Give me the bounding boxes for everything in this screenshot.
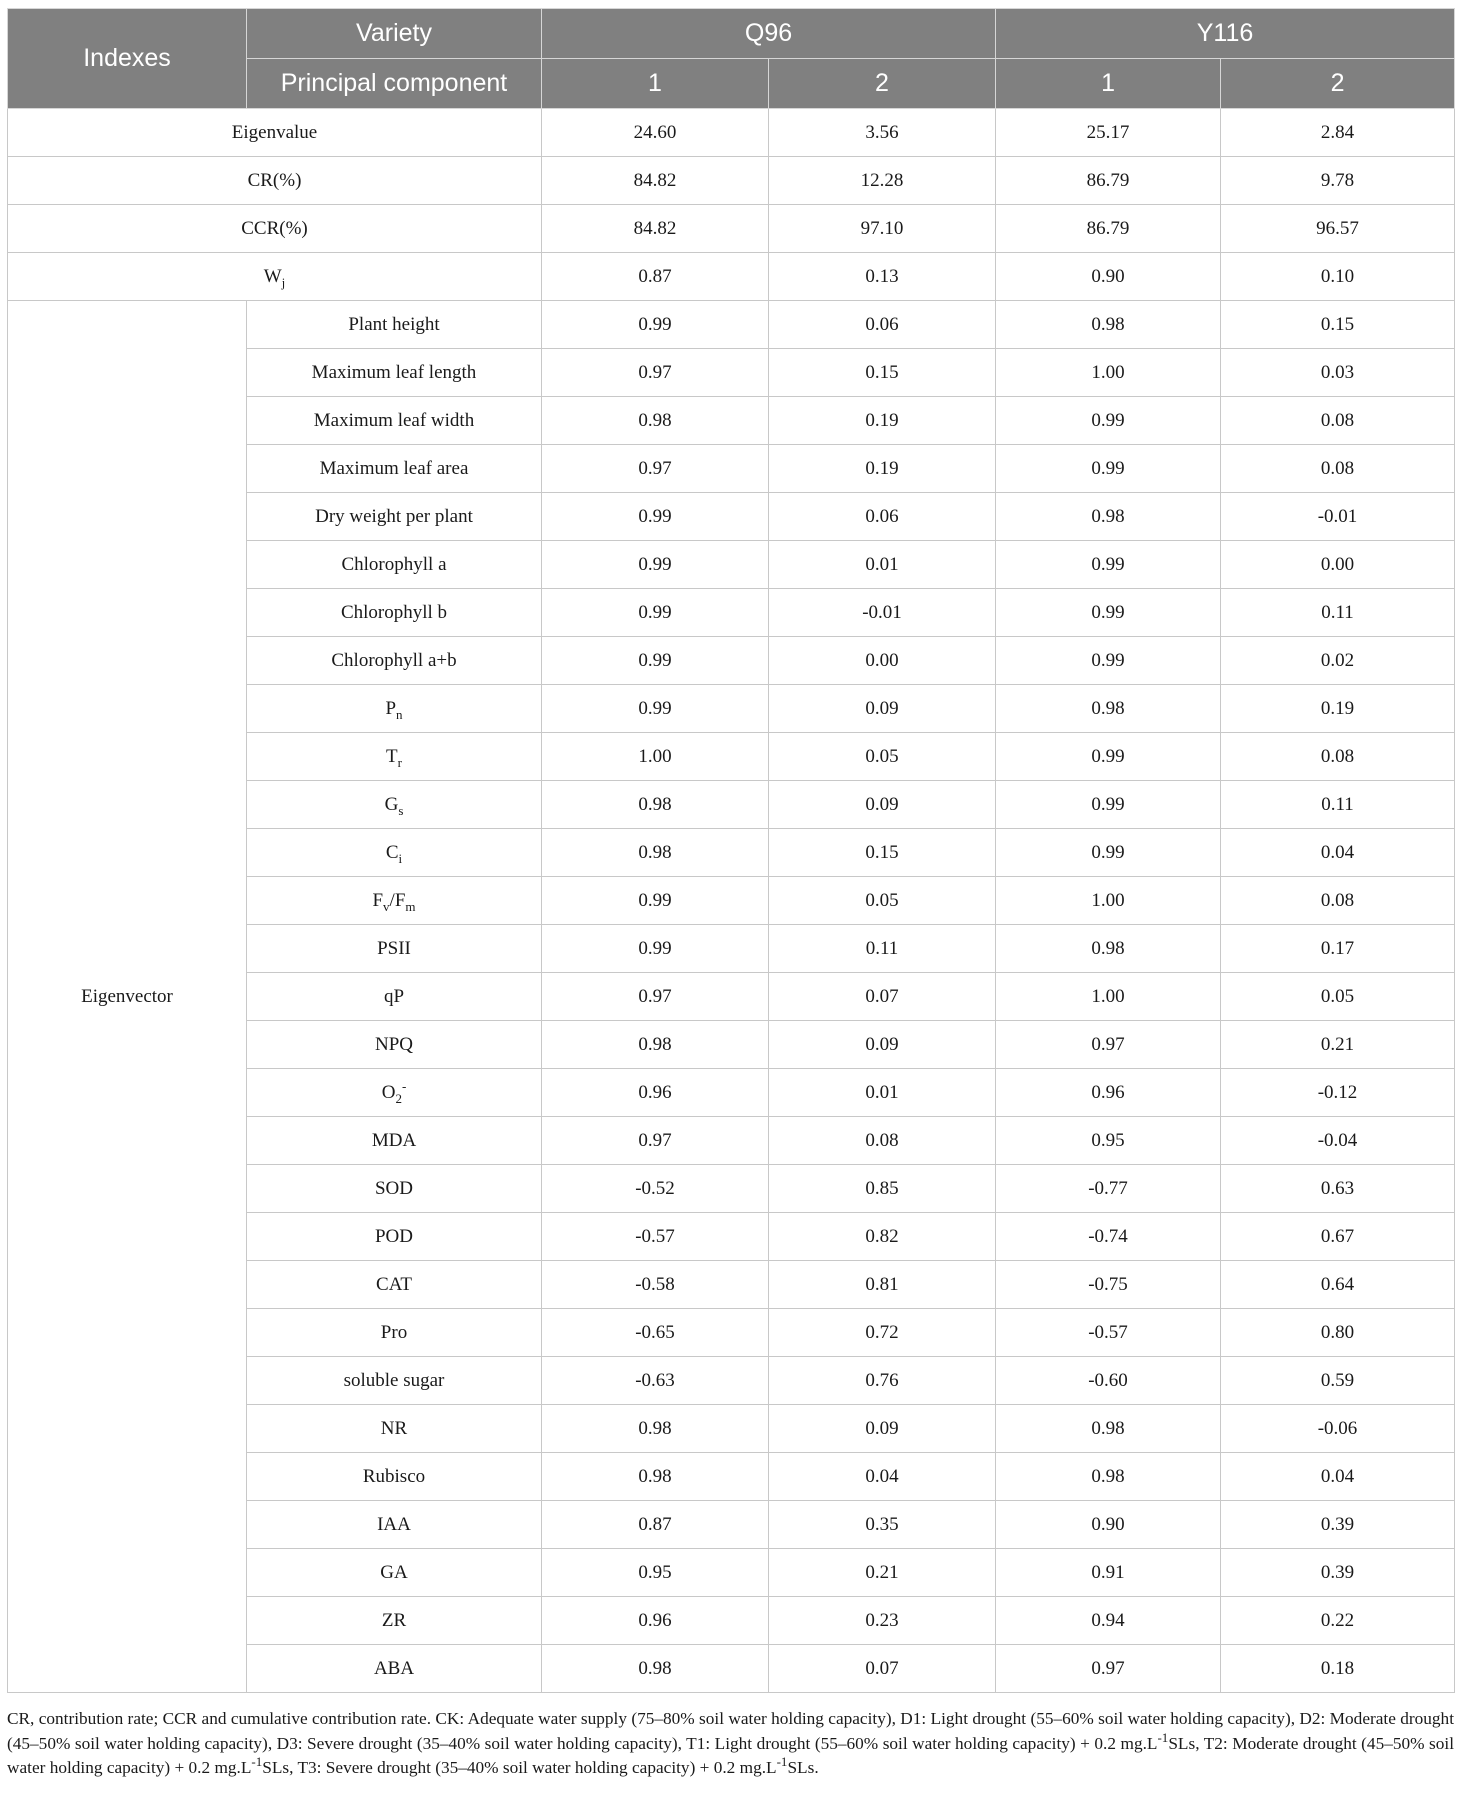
row-label-label: Plant height	[348, 313, 440, 335]
value-cell: 0.05	[769, 733, 996, 781]
pc-header: 1	[542, 59, 769, 109]
value-cell: 0.99	[542, 541, 769, 589]
table-row	[8, 157, 1455, 205]
value-cell: -0.75	[996, 1261, 1221, 1309]
value-cell: 0.99	[996, 589, 1221, 637]
row-label-label: Maximum leaf width	[313, 409, 475, 431]
value-cell: 0.10	[1221, 253, 1455, 301]
value-cell: 0.15	[769, 829, 996, 877]
value-cell: 0.98	[996, 925, 1221, 973]
value-cell: 0.04	[769, 1453, 996, 1501]
indicator-label	[247, 1501, 542, 1549]
summary-label	[8, 253, 542, 301]
indicator-label	[247, 349, 542, 397]
indicator-label	[247, 493, 542, 541]
value-cell: 0.98	[996, 301, 1221, 349]
row-label-sub: v	[383, 898, 390, 914]
value-cell: 9.78	[1221, 157, 1455, 205]
indicator-label	[247, 1261, 542, 1309]
value-cell: 1.00	[996, 349, 1221, 397]
principal-component-header: Principal component	[247, 59, 542, 109]
value-cell: 0.97	[996, 1645, 1221, 1693]
value-cell: 0.19	[1221, 685, 1455, 733]
footnote-sup: -1	[1157, 1729, 1169, 1745]
indicator-label	[247, 1357, 542, 1405]
value-cell: 0.15	[1221, 301, 1455, 349]
value-cell: 0.97	[542, 1117, 769, 1165]
value-cell: 0.99	[996, 541, 1221, 589]
indicator-label	[247, 1069, 542, 1117]
value-cell: 0.98	[996, 685, 1221, 733]
indicator-label	[247, 877, 542, 925]
row-label-label: PSII	[377, 937, 411, 959]
value-cell: 0.95	[996, 1117, 1221, 1165]
indicator-label	[247, 973, 542, 1021]
indicator-label	[247, 397, 542, 445]
row-label-label: IAA	[377, 1513, 411, 1535]
value-cell: 0.99	[542, 877, 769, 925]
value-cell: 0.98	[542, 397, 769, 445]
value-cell: 0.98	[996, 1405, 1221, 1453]
value-cell: 0.96	[996, 1069, 1221, 1117]
footnote-text: SLs, T2: Moderate drought (45–50% soil water holding capacity) + 0.2 mg.L	[7, 1733, 1454, 1777]
variety-header: Variety	[247, 9, 542, 59]
row-label-label: Rubisco	[362, 1465, 426, 1487]
value-cell: -0.52	[542, 1165, 769, 1213]
value-cell: 0.22	[1221, 1597, 1455, 1645]
row-label-label: CCR(%)	[241, 217, 308, 239]
row-label-label: MDA	[371, 1129, 417, 1151]
value-cell: 0.91	[996, 1549, 1221, 1597]
footnote-text: SLs.	[787, 1758, 819, 1777]
value-cell: 0.99	[542, 493, 769, 541]
row-label-label: P	[385, 697, 397, 719]
footnote-sup: -1	[251, 1754, 263, 1770]
row-label-label: C	[385, 841, 399, 863]
value-cell: 0.80	[1221, 1309, 1455, 1357]
indicator-label	[247, 1309, 542, 1357]
value-cell: 0.82	[769, 1213, 996, 1261]
table-row	[8, 205, 1455, 253]
indicator-label	[247, 1597, 542, 1645]
row-label-sub: 2	[395, 1090, 402, 1106]
value-cell: 0.11	[1221, 589, 1455, 637]
indicator-label	[247, 445, 542, 493]
value-cell: -0.01	[769, 589, 996, 637]
value-cell: 0.85	[769, 1165, 996, 1213]
row-label-sub: j	[281, 274, 286, 290]
row-label-label: POD	[374, 1225, 413, 1247]
value-cell: 0.97	[542, 445, 769, 493]
value-cell: 0.07	[769, 1645, 996, 1693]
value-cell: 84.82	[542, 157, 769, 205]
pc-header: 2	[769, 59, 996, 109]
value-cell: 0.90	[996, 1501, 1221, 1549]
row-label-label: NPQ	[374, 1033, 413, 1055]
value-cell: 0.15	[769, 349, 996, 397]
row-label-label: F	[372, 889, 384, 911]
row-label-label: G	[384, 793, 399, 815]
value-cell: 0.11	[769, 925, 996, 973]
value-cell: 0.59	[1221, 1357, 1455, 1405]
value-cell: 0.21	[1221, 1021, 1455, 1069]
table-row	[8, 109, 1455, 157]
q96-header: Q96	[542, 9, 996, 59]
value-cell: 0.98	[542, 1645, 769, 1693]
row-label-sub: i	[398, 850, 403, 866]
value-cell: 0.95	[542, 1549, 769, 1597]
row-label-label: Eigenvalue	[231, 121, 318, 143]
table-body	[8, 109, 1455, 1693]
value-cell: 0.21	[769, 1549, 996, 1597]
value-cell: 0.19	[769, 445, 996, 493]
value-cell: 0.18	[1221, 1645, 1455, 1693]
value-cell: 0.06	[769, 301, 996, 349]
value-cell: 0.63	[1221, 1165, 1455, 1213]
value-cell: 0.08	[1221, 877, 1455, 925]
value-cell: -0.65	[542, 1309, 769, 1357]
indicator-label	[247, 685, 542, 733]
value-cell: 0.11	[1221, 781, 1455, 829]
value-cell: 0.81	[769, 1261, 996, 1309]
row-label-label: Chlorophyll b	[340, 601, 448, 623]
indicator-label	[247, 1405, 542, 1453]
indicator-label	[247, 733, 542, 781]
row-label-label: NR	[380, 1417, 408, 1439]
value-cell: 0.98	[996, 493, 1221, 541]
value-cell: -0.58	[542, 1261, 769, 1309]
value-cell: 0.00	[769, 637, 996, 685]
value-cell: 0.99	[542, 301, 769, 349]
value-cell: 0.87	[542, 253, 769, 301]
value-cell: 0.98	[542, 1021, 769, 1069]
value-cell: 0.09	[769, 781, 996, 829]
indexes-header: Indexes	[8, 9, 247, 109]
table-row	[8, 253, 1455, 301]
summary-label	[8, 157, 542, 205]
indicator-label	[247, 781, 542, 829]
indicator-label	[247, 637, 542, 685]
row-label-label: CR(%)	[247, 169, 302, 191]
indicator-label	[247, 925, 542, 973]
value-cell: 0.07	[769, 973, 996, 1021]
value-cell: -0.60	[996, 1357, 1221, 1405]
value-cell: 0.99	[996, 637, 1221, 685]
value-cell: -0.57	[542, 1213, 769, 1261]
value-cell: 0.13	[769, 253, 996, 301]
row-label-label: T	[386, 745, 398, 767]
y116-header: Y116	[996, 9, 1455, 59]
row-label-label: GA	[380, 1561, 408, 1583]
table-header	[8, 9, 1455, 109]
row-label-sub: s	[398, 802, 404, 818]
value-cell: 0.96	[542, 1069, 769, 1117]
value-cell: -0.01	[1221, 493, 1455, 541]
value-cell: 0.09	[769, 1021, 996, 1069]
value-cell: 0.99	[996, 829, 1221, 877]
value-cell: 0.03	[1221, 349, 1455, 397]
value-cell: 0.01	[769, 541, 996, 589]
value-cell: -0.57	[996, 1309, 1221, 1357]
value-cell: 0.97	[542, 973, 769, 1021]
row-label-label: Dry weight per plant	[315, 505, 473, 527]
summary-label	[8, 109, 542, 157]
row-label-label: ZR	[381, 1609, 407, 1631]
value-cell: -0.77	[996, 1165, 1221, 1213]
row-label-label: Chlorophyll a+b	[331, 649, 457, 671]
row-label-label2: /F	[389, 889, 406, 911]
value-cell: 1.00	[542, 733, 769, 781]
value-cell: 86.79	[996, 205, 1221, 253]
pc-header: 1	[996, 59, 1221, 109]
row-label-label: Chlorophyll a	[341, 553, 447, 575]
table-row	[8, 301, 1455, 349]
indicator-label	[247, 1549, 542, 1597]
value-cell: 0.01	[769, 1069, 996, 1117]
value-cell: 0.04	[1221, 829, 1455, 877]
value-cell: 0.09	[769, 685, 996, 733]
value-cell: 0.96	[542, 1597, 769, 1645]
value-cell: 0.98	[542, 1453, 769, 1501]
value-cell: 0.90	[996, 253, 1221, 301]
row-label-label: qP	[383, 985, 405, 1007]
footnote-text: CR, contribution rate; CCR and cumulative contribution rate. CK: Adequate water supply (75–80% soil water holding capacity), D1: Light drought (55–60% soil water holding capacity), D2: Moderate drought (45–50% soil water holding capacity), D3: Severe drought (35–40% soil water holding capacity), T1: Light drought (55–60% soil water holding capacity) + 0.2 mg.L	[7, 1709, 1454, 1753]
value-cell: 1.00	[996, 877, 1221, 925]
indicator-label	[247, 541, 542, 589]
indicator-label	[247, 1117, 542, 1165]
value-cell: 0.02	[1221, 637, 1455, 685]
value-cell: 0.00	[1221, 541, 1455, 589]
value-cell: 0.99	[996, 781, 1221, 829]
value-cell: 0.19	[769, 397, 996, 445]
row-label-label: Maximum leaf area	[319, 457, 469, 479]
indicator-label	[247, 829, 542, 877]
value-cell: -0.06	[1221, 1405, 1455, 1453]
value-cell: 96.57	[1221, 205, 1455, 253]
table-footnote	[7, 1707, 1454, 1781]
value-cell: 0.98	[542, 781, 769, 829]
row-label-label: CAT	[376, 1273, 412, 1295]
value-cell: 97.10	[769, 205, 996, 253]
value-cell: 0.99	[542, 589, 769, 637]
value-cell: 1.00	[996, 973, 1221, 1021]
row-label-label: soluble sugar	[343, 1369, 445, 1391]
value-cell: 0.98	[996, 1453, 1221, 1501]
value-cell: -0.74	[996, 1213, 1221, 1261]
value-cell: 0.05	[1221, 973, 1455, 1021]
indicator-label	[247, 1213, 542, 1261]
value-cell: 0.08	[1221, 445, 1455, 493]
row-label-sub: n	[396, 706, 403, 722]
row-label-sub2: m	[405, 898, 416, 914]
row-label-label: O	[381, 1081, 396, 1103]
value-cell: 0.35	[769, 1501, 996, 1549]
value-cell: 0.08	[1221, 397, 1455, 445]
value-cell: 0.99	[996, 733, 1221, 781]
row-label-label: ABA	[373, 1657, 415, 1679]
value-cell: 0.09	[769, 1405, 996, 1453]
value-cell: 0.17	[1221, 925, 1455, 973]
value-cell: 0.39	[1221, 1501, 1455, 1549]
indicator-label	[247, 1021, 542, 1069]
value-cell: 0.99	[542, 637, 769, 685]
value-cell: 12.28	[769, 157, 996, 205]
row-label-sup: -	[401, 1078, 407, 1094]
value-cell: 0.06	[769, 493, 996, 541]
value-cell: 0.99	[996, 445, 1221, 493]
value-cell: 24.60	[542, 109, 769, 157]
row-label-label: Maximum leaf length	[311, 361, 477, 383]
value-cell: -0.12	[1221, 1069, 1455, 1117]
summary-label	[8, 205, 542, 253]
value-cell: -0.63	[542, 1357, 769, 1405]
value-cell: 0.08	[769, 1117, 996, 1165]
value-cell: 0.23	[769, 1597, 996, 1645]
indicator-label	[247, 1165, 542, 1213]
value-cell: 3.56	[769, 109, 996, 157]
pc-header: 2	[1221, 59, 1455, 109]
value-cell: 0.99	[542, 685, 769, 733]
indicator-label	[247, 301, 542, 349]
footnote-text: SLs, T3: Severe drought (35–40% soil water holding capacity) + 0.2 mg.L	[262, 1758, 777, 1777]
value-cell: 0.94	[996, 1597, 1221, 1645]
value-cell: 0.08	[1221, 733, 1455, 781]
footnote-sup: -1	[776, 1754, 788, 1770]
value-cell: 0.39	[1221, 1549, 1455, 1597]
row-label-sub: r	[397, 754, 402, 770]
value-cell: 0.64	[1221, 1261, 1455, 1309]
value-cell: 0.97	[996, 1021, 1221, 1069]
value-cell: 84.82	[542, 205, 769, 253]
value-cell: 0.72	[769, 1309, 996, 1357]
value-cell: -0.04	[1221, 1117, 1455, 1165]
row-label-label: Pro	[380, 1321, 408, 1343]
row-label-label: W	[263, 265, 282, 287]
value-cell: 86.79	[996, 157, 1221, 205]
value-cell: 0.76	[769, 1357, 996, 1405]
value-cell: 2.84	[1221, 109, 1455, 157]
value-cell: 0.87	[542, 1501, 769, 1549]
value-cell: 25.17	[996, 109, 1221, 157]
eigenvector-label: Eigenvector	[8, 301, 247, 1693]
indicator-label	[247, 1645, 542, 1693]
value-cell: 0.67	[1221, 1213, 1455, 1261]
value-cell: 0.99	[996, 397, 1221, 445]
value-cell: 0.04	[1221, 1453, 1455, 1501]
value-cell: 0.98	[542, 829, 769, 877]
row-label-label: SOD	[374, 1177, 413, 1199]
value-cell: 0.97	[542, 349, 769, 397]
value-cell: 0.99	[542, 925, 769, 973]
value-cell: 0.05	[769, 877, 996, 925]
indicator-label	[247, 1453, 542, 1501]
indicator-label	[247, 589, 542, 637]
value-cell: 0.98	[542, 1405, 769, 1453]
pca-table	[7, 8, 1455, 1693]
